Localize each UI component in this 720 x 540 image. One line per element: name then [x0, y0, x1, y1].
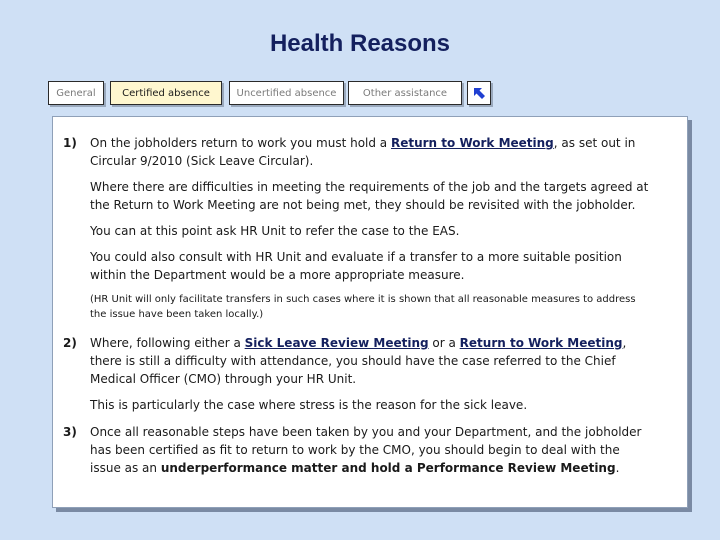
text: or a	[428, 336, 460, 350]
item-note: (HR Unit will only facilitate transfers in such cases where it is shown that all reasonable measures to address the issue have been taken locally.)	[90, 294, 636, 320]
item-number: 2)	[63, 336, 77, 350]
item-paragraph: You could also consult with HR Unit and evaluate if a transfer to a more suitable position within the Department would be a more appropriate measure.	[90, 250, 622, 282]
tab-other-assistance[interactable]: Other assistance	[348, 81, 462, 105]
list-item	[63, 423, 653, 477]
item-paragraph: This is particularly the case where stress is the reason for the sick leave.	[90, 398, 528, 412]
item-paragraph: You can at this point ask HR Unit to refer the case to the EAS.	[90, 224, 460, 238]
back-button[interactable]	[467, 81, 491, 105]
list-item	[63, 134, 653, 322]
return-to-work-meeting-link[interactable]: Return to Work Meeting	[459, 336, 623, 350]
tab-general[interactable]: General	[48, 81, 104, 105]
item-number: 3)	[63, 425, 77, 439]
list-item	[63, 334, 653, 414]
item-paragraph: Where there are difficulties in meeting the requirements of the job and the targets agreed at the Return to Work Meeting are not being met, they should be revisited with the jobholder.	[90, 180, 649, 212]
text: Once all reasonable steps have been taken by you and your Department, and the jobholder has been certified as fit to return to work by the CMO, you should begin to deal with the issue as an	[90, 425, 642, 475]
content-panel	[52, 116, 688, 508]
arrow-up-left-icon	[471, 85, 487, 101]
emphasis-text: underperformance matter and hold a Performance Review Meeting	[160, 461, 616, 475]
text: , there is still a difficulty with attendance, you should have the case referred to the Chief Medical Officer (CMO) through your HR Unit.	[90, 336, 627, 386]
tab-uncertified-absence[interactable]: Uncertified absence	[229, 81, 344, 105]
text: Where, following either a	[90, 336, 245, 350]
text: On the jobholders return to work you must hold a	[90, 136, 391, 150]
sick-leave-review-meeting-link[interactable]: Sick Leave Review Meeting	[244, 336, 429, 350]
item-paragraph	[90, 423, 653, 477]
text: , as set out in Circular 9/2010 (Sick Leave Circular).	[90, 136, 636, 168]
item-number: 1)	[63, 136, 77, 150]
item-paragraph	[90, 334, 653, 388]
return-to-work-meeting-link[interactable]: Return to Work Meeting	[390, 136, 554, 150]
page-title: Health Reasons	[269, 30, 451, 57]
text: .	[615, 461, 620, 475]
tab-certified-absence[interactable]: Certified absence	[110, 81, 222, 105]
item-paragraph	[90, 134, 653, 170]
